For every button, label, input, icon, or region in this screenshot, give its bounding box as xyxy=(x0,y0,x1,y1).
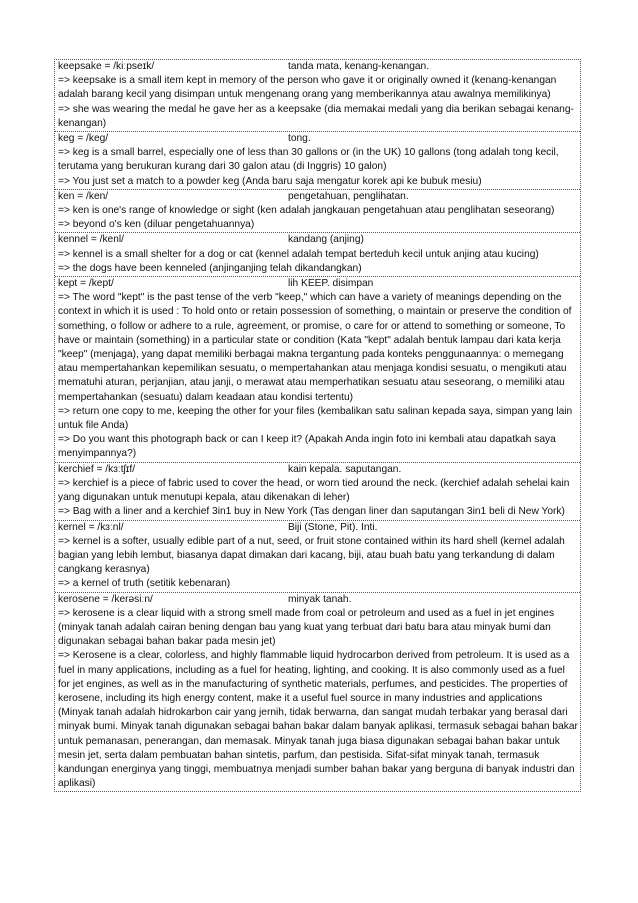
entry-line: => Kerosene is a clear, colorless, and highly flammable liquid hydrocarbon derived from petroleum. It is used as a fuel in many applications, including as a fuel for heating, lighting, and cooking. It is also commonly used as a fuel for jet engines, as well as in the manufacturing of synthetic materials, perfumes, and pesticides. The properties of kerosene, including its high energy content, make it a useful fuel source in many industries and applications (Minyak tanah adalah hidrokarbon cair yang jernih, tidak berwarna, dan sangat mudah terbakar yang berasal dari minyak bumi. Minyak tanah digunakan sebagai bahan bakar dalam banyak aplikasi, termasuk sebagai bahan bakar untuk pemanasan, penerangan, dan memasak. Minyak tanah juga biasa digunakan sebagai bahan bakar untuk mesin jet, serta dalam pembuatan bahan sintetis, parfum, dan pestisida. Sifat-sifat minyak tanah, termasuk kandungan energinya yang tinggi, membuatnya menjadi sumber bahan bakar yang berguna di banyak industri dan aplikasi) xyxy=(58,650,578,790)
entry-meaning: lih KEEP. disimpan xyxy=(288,278,374,290)
entry-meaning: tong. xyxy=(288,133,311,145)
entry-meaning: kain kepala. saputangan. xyxy=(288,463,402,475)
entry-line: => kerchief is a piece of fabric used to cover the head, or worn tied around the neck. (kerchief adalah sehelai kain yang digunakan untuk menutupi kepala, atau dikenakan di leher) xyxy=(58,477,570,504)
entry-header xyxy=(58,60,578,74)
entry-line: => ken is one's range of knowledge or sight (ken adalah jangkauan pengetahuan atau penglihatan seseorang) xyxy=(58,205,555,217)
entry-line: => Bag with a liner and a kerchief 3in1 buy in New York (Tas dengan liner dan saputangan 3in1 beli di New York) xyxy=(58,506,565,518)
entry-kerchief xyxy=(55,463,580,521)
entry-line: => The word "kept" is the past tense of the verb "keep," which can have a variety of meanings depending on the context in which it is used : To hold onto or retain possession of something, o maintain or preserve the condition of something, o follow or adhere to a rule, agreement, or promise, o care for or attend to something or someone, To have or maintain (something) in a particular state or condition (Kata "kept" adalah bentuk lampau dari kata kerja "keep" (menjaga), yang dapat memiliki berbagai makna tergantung pada konteks penggunaannya: o memegang atau mempertahankan kepemilikan sesuatu, o mempertahankan atau menjaga kondisi sesuatu, o mengikuti atau mematuhi aturan, perjanjian, atau janji, o merawat atau memperhatikan sesuatu atau seseorang, o memiliki atau mempertahankan (sesuatu) dalam keadaan atau kondisi tertentu) xyxy=(58,292,572,403)
entry-header xyxy=(58,190,578,204)
entry-header xyxy=(58,593,578,607)
entry-kept xyxy=(55,277,580,463)
entry-meaning: Biji (Stone, Pit). Inti. xyxy=(288,521,378,533)
entry-header xyxy=(58,132,578,146)
entry-word: ken = /ken/ xyxy=(58,190,109,202)
entry-word: kept = /kept/ xyxy=(58,278,114,290)
entry-line: => beyond o's ken (diluar pengetahuannya) xyxy=(58,219,255,231)
entry-meaning: tanda mata, kenang-kenangan. xyxy=(288,61,430,72)
entry-line: => You just set a match to a powder keg (Anda baru saja mengatur korek api ke bubuk mesiu) xyxy=(58,175,482,187)
entry-line: => kernel is a softer, usually edible part of a nut, seed, or fruit stone contained within its hard shell (kernel adalah bagian yang lebih lembut, biasanya dapat dimakan dari kacang, biji, atau buah batu yang terkandung di dalam cangkang kerasnya) xyxy=(58,535,565,576)
entry-meaning: pengetahuan, penglihatan. xyxy=(288,190,409,202)
entry-line: => she was wearing the medal he gave her as a keepsake (dia memakai medali yang dia berikan sebagai kenang-kenangan) xyxy=(58,103,574,129)
entry-word: kennel = /kenl/ xyxy=(58,234,124,246)
entry-meaning: kandang (anjing) xyxy=(288,234,364,246)
entry-header xyxy=(58,521,578,535)
entry-line: => keg is a small barrel, especially one of less than 30 gallons or (in the UK) 10 gallons (tong adalah tong kecil, terutama yang berukuran kurang dari 30 galon atau (di Inggris) 10 galon) xyxy=(58,147,559,173)
entry-line: => Do you want this photograph back or can I keep it? (Apakah Anda ingin foto ini kembali atau dapatkah saya menyimpannya?) xyxy=(58,434,556,460)
entry-word: kerchief = /kɜːtʃɪf/ xyxy=(58,463,136,475)
entry-keg xyxy=(55,132,580,190)
entry-keepsake xyxy=(55,60,580,132)
entry-word: keepsake = /kiːpseɪk/ xyxy=(58,61,155,72)
entry-kennel xyxy=(55,233,580,277)
entry-header xyxy=(58,463,578,477)
entry-header xyxy=(58,277,578,291)
entry-kernel xyxy=(55,521,580,593)
entry-word: kernel = /kɜːnl/ xyxy=(58,521,124,533)
entry-meaning: minyak tanah. xyxy=(288,593,352,605)
entry-word: keg = /keg/ xyxy=(58,133,109,145)
entry-line: => the dogs have been kenneled (anjinganjing telah dikandangkan) xyxy=(58,262,362,274)
dictionary-document xyxy=(54,59,581,792)
entry-kerosene xyxy=(55,593,580,792)
entry-ken xyxy=(55,190,580,234)
entry-line: => keepsake is a small item kept in memory of the person who gave it or originally owned it (kenang-kenangan adalah barang kecil yang disimpan untuk mengenang orang yang memberikannya atau awalnya memilikinya) xyxy=(58,75,557,101)
entry-line: => return one copy to me, keeping the other for your files (kembalikan satu salinan kepada saya, simpan yang lain untuk file Anda) xyxy=(58,405,573,432)
entry-line: => kerosene is a clear liquid with a strong smell made from coal or petroleum and used as a fuel in jet engines (minyak tanah adalah cairan bening dengan bau yang kuat yang terbuat dari batu bara atau minyak bumi dan digunakan sebagai bahan bakar pada mesin jet) xyxy=(58,607,555,648)
entry-line: => a kernel of truth (setitik kebenaran) xyxy=(58,578,231,590)
entry-line: => kennel is a small shelter for a dog or cat (kennel adalah tempat berteduh kecil untuk anjing atau kucing) xyxy=(58,248,539,260)
entry-word: kerosene = /kerəsiːn/ xyxy=(58,593,153,605)
entry-header xyxy=(58,233,578,247)
